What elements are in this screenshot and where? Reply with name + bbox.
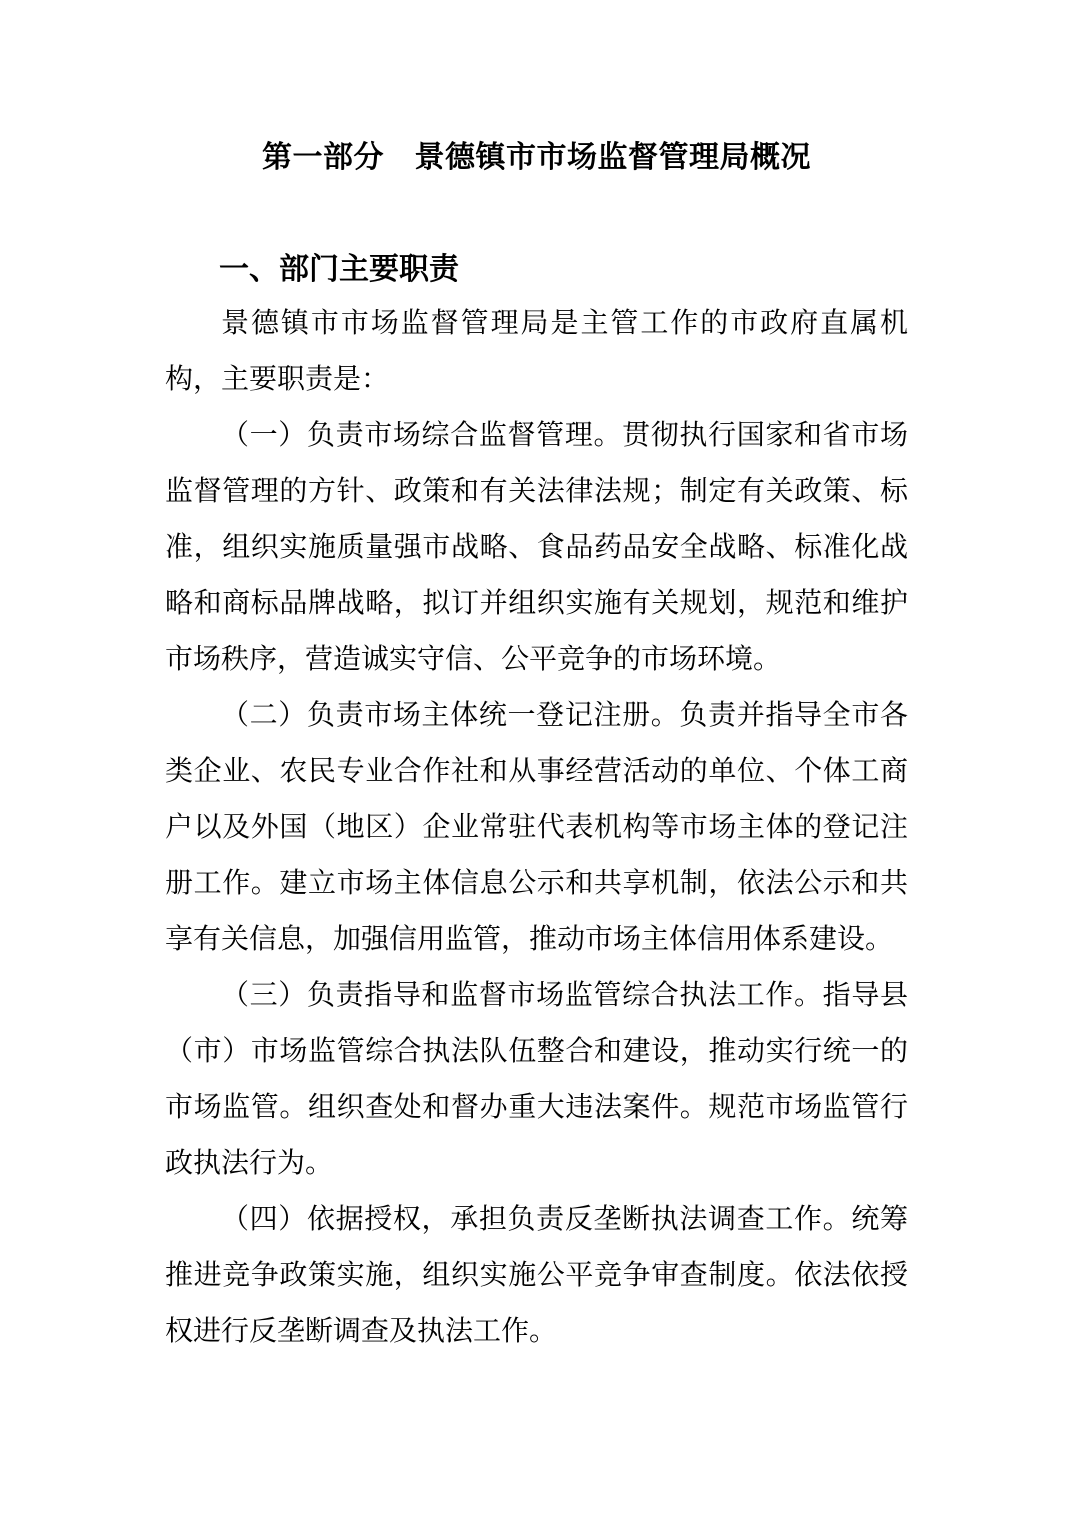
document-body [165,296,908,1360]
paragraph-intro: 景德镇市市场监督管理局是主管工作的市政府直属机构，主要职责是： [165,308,908,395]
paragraph-duty-1: （一）负责市场综合监督管理。贯彻执行国家和省市场监督管理的方针、政策和有关法律法规；制定有关政策、标准，组织实施质量强市战略、食品药品安全战略、标准化战略和商标品牌战略，拟订并组织实施有关规划，规范和维护市场秩序，营造诚实守信、公平竞争的市场环境。 [165,420,908,675]
paragraph-duty-2: （二）负责市场主体统一登记注册。负责并指导全市各类企业、农民专业合作社和从事经营活动的单位、个体工商户以及外国（地区）企业常驻代表机构等市场主体的登记注册工作。建立市场主体信息公示和共享机制，依法公示和共享有关信息，加强信用监管，推动市场主体信用体系建设。 [165,700,908,955]
section-heading: 一、部门主要职责 [219,253,459,286]
paragraph-duty-4: （四）依据授权，承担负责反垄断执法调查工作。统筹推进竞争政策实施，组织实施公平竞争审查制度。依法依授权进行反垄断调查及执法工作。 [165,1204,908,1347]
document-title: 第一部分 景德镇市市场监督管理局概况 [262,141,811,174]
paragraph-duty-3: （三）负责指导和监督市场监管综合执法工作。指导县（市）市场监管综合执法队伍整合和建设，推动实行统一的市场监管。组织查处和督办重大违法案件。规范市场监管行政执法行为。 [165,980,908,1179]
